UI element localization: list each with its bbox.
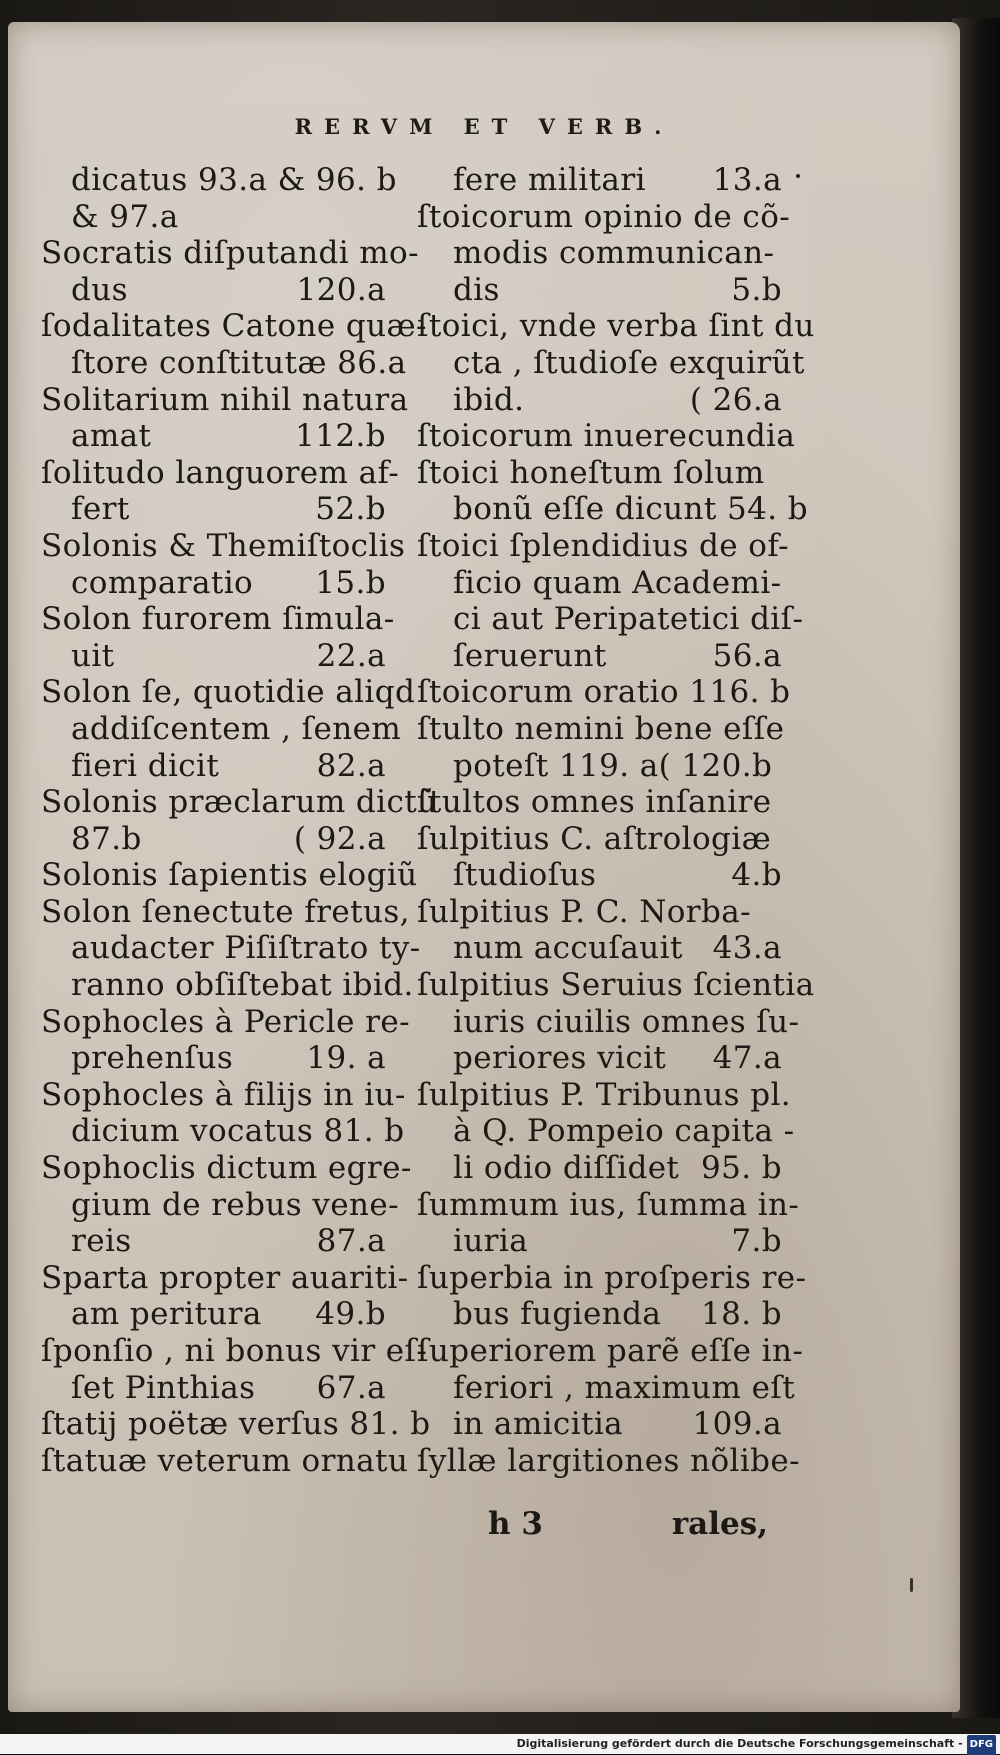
page-reference: 19. a [306,1040,386,1077]
entry-text: fert [71,491,130,528]
entry-text: bus fugienda [453,1296,662,1333]
entry-text: iuria [453,1223,529,1260]
index-entry-line [417,821,782,858]
index-entry-line [417,455,782,492]
entry-text: ſtoicorum inuerecundia [417,418,796,455]
index-entry-line [41,1113,405,1150]
index-entry-line [41,1296,386,1333]
index-entry-line [417,565,782,602]
index-entry-line [41,857,418,894]
page-reference: 56.a [712,637,782,674]
entry-text: Sparta propter auariti- [41,1259,409,1296]
page-reference: 49.b [315,1296,386,1333]
entry-text: ſtoici, vnde verba ſint du [417,308,815,345]
index-entry-line [417,1150,782,1187]
entry-text: ſummum ius, ſumma in- [417,1186,800,1223]
entry-text: dicium vocatus 81. b [71,1113,405,1150]
entry-text: ſulpitius C. aſtrologiæ [417,820,772,857]
page-reference: 43.a [712,930,782,967]
entry-text: ſolitudo languorem af- [41,454,400,491]
entry-text: num accuſauit [453,930,683,967]
entry-text: ranno obſiſtebat ibid. [71,967,414,1004]
index-entry-line [417,1076,792,1114]
index-entry-line [41,674,416,711]
index-entry-line [41,967,414,1004]
entry-text: ſuperiorem parẽ eſſe in- [417,1333,804,1369]
entry-text: ibid. [453,381,525,418]
entry-text: ſeruerunt [453,637,607,674]
entry-text: Solonis ſapientis elogiũ [41,857,418,894]
entry-text: ſulpitius P. C. Norba- [417,893,752,930]
index-entry-line [417,1040,782,1077]
entry-text: ſtudioſus [453,857,597,894]
index-entry-line [41,491,386,528]
index-entry-line [41,710,402,748]
page-reference: 67.a [316,1369,386,1406]
index-entry-line [41,784,438,821]
dfg-logo: DFG [967,1735,996,1755]
index-entry-line [417,930,782,967]
page-reference: ( 92.a [293,820,386,857]
index-entry-line [41,1442,409,1480]
index-entry-line [417,1223,782,1260]
entry-text: comparatio [71,564,254,601]
index-entry-line [41,272,386,309]
entry-text: ſtoici ſplendidius de of- [417,527,789,564]
index-entry-line [417,491,808,528]
index-entry-line [417,1259,807,1297]
index-entry-line [417,638,782,675]
entry-text: ſulpitius Seruius ſcientia [417,967,815,1004]
page-reference: 87.a [316,1223,386,1260]
entry-text: Solonis præclarum dictũ [41,784,438,821]
entry-text: Sophocles à Pericle re- [41,1003,410,1040]
entry-text: gium de rebus vene- [71,1186,399,1223]
page-reference: 109.a [692,1406,782,1443]
index-entry-line [41,1003,410,1041]
entry-text: ſtulto nemini bene eſſe [417,710,785,747]
index-entry-line [41,821,386,858]
index-entry-line [417,308,815,345]
entry-text: Solitarium nihil natura [41,381,409,418]
entry-text: & 97.a [71,198,179,235]
index-entry-line [41,1406,431,1443]
index-entry-line [41,748,386,785]
left-column [41,162,438,1479]
entry-text: ſtatuæ veterum ornatu [41,1442,409,1479]
entry-text: amat [71,418,152,455]
entry-text: Sophoclis dictum egre- [41,1150,412,1187]
entry-text: iuris ciuilis omnes ſu- [453,1003,800,1040]
entry-text: li odio diſſidet [453,1150,680,1187]
entry-text: ci aut Peripatetici diſ- [453,601,804,638]
entry-text: Solon ſe, quotidie aliqd [41,674,416,711]
index-entry-line [417,1296,782,1333]
entry-text: ſet Pinthias [71,1369,256,1406]
index-entry-line [41,1333,428,1370]
entry-text: prehenſus [71,1040,234,1077]
index-entry-line [41,418,386,455]
entry-text: à Q. Pompeio capita - [453,1113,795,1150]
footer-text: Digitalisierung gefördert durch die Deutsche Forschungsgemeinschaft - [516,1737,963,1750]
entry-text: ſyllæ largitiones nõlibe- [417,1442,801,1479]
ink-speck [796,174,800,178]
index-entry-line [417,967,815,1004]
entry-text: Sophocles à filijs in iu- [41,1076,406,1113]
page-reference: 47.a [712,1040,782,1077]
index-entry-line [41,162,397,199]
page-reference: 13.a [712,162,782,198]
entry-text: ſtultos omnes inſanire [417,784,772,821]
entry-text: bonũ eſſe dicunt 54. b [453,491,808,528]
entry-text: ſulpitius P. Tribunus pl. [417,1076,792,1113]
entry-text: dus [71,271,128,308]
index-entry-line [417,1369,796,1407]
index-entry-line [417,1113,795,1150]
page-reference: 95. b [701,1150,782,1187]
entry-text: 87.b [71,820,142,857]
index-entry-line [41,381,409,419]
index-entry-line [41,1186,399,1224]
index-entry-line [417,1003,800,1041]
index-entry-line [41,930,421,967]
index-entry-line [41,527,406,565]
signature-mark: h 3 [488,1506,543,1542]
catchword: rales, [671,1506,768,1542]
index-entry-line [41,601,395,638]
index-entry-line [417,710,785,748]
index-entry-line [41,1370,386,1407]
entry-text: ſtore conſtitutæ 86.a [71,344,407,381]
index-entry-line [41,1259,409,1297]
entry-text: reis [71,1223,132,1260]
index-entry-line [417,382,782,419]
entry-text: modis communican- [453,235,775,272]
index-entry-line [41,1150,412,1187]
index-entry-line [417,1186,800,1224]
entry-text: poteſt 119. a( 120.b [453,747,773,784]
entry-text: ſtoicorum opinio de cõ- [417,198,791,235]
page-reference: 112.b [295,418,386,455]
entry-text: addiſcentem , ſenem [71,710,402,747]
entry-text: ficio quam Academi- [453,564,782,601]
entry-text: Solon furorem ſimula- [41,601,395,638]
page-reference: 82.a [316,747,386,784]
entry-text: in amicitia [453,1406,624,1443]
index-entry-line [41,893,410,931]
index-entry-line [417,198,791,236]
index-entry-line [41,1223,386,1260]
page-reference: 18. b [701,1296,782,1333]
entry-text: ſodalitates Catone quæ- [41,308,427,345]
index-entry-line [417,784,782,821]
index-entry-line [417,894,782,931]
page-reference: 22.a [316,637,386,674]
index-entry-line [417,1442,801,1480]
index-entry-line [417,748,782,785]
page-reference: 5.b [731,271,782,308]
entry-text: fieri dicit [71,747,220,784]
index-entry-line [417,1406,782,1443]
entry-text: ſtoicorum oratio 116. b [417,674,791,711]
index-entry-line [41,1040,386,1077]
entry-text: ſtatij poëtæ verſus 81. b [41,1406,431,1443]
entry-text: am peritura [71,1296,262,1333]
index-entry-line [41,454,400,492]
index-entry-line [417,527,789,565]
entry-text: Solon ſenectute fretus, [41,893,410,930]
book-page [8,22,960,1712]
page-reference: 4.b [731,857,782,894]
page-reference: 7.b [731,1223,782,1260]
index-entry-line [41,344,407,382]
index-entry-line [41,638,386,675]
index-entry-line [417,674,791,711]
right-column [417,162,815,1479]
index-entry-line [41,565,386,602]
index-entry-line [41,199,386,236]
entry-text: dicatus 93.a & 96. b [71,162,397,198]
page-reference: 52.b [315,491,386,528]
page-reference: 15.b [315,564,386,601]
index-entry-line [417,418,796,455]
entry-text: audacter Piſiſtrato ty- [71,930,421,967]
entry-text: dis [453,271,500,308]
entry-text: ſtoici honeſtum ſolum [417,454,765,491]
page-reference: ( 26.a [689,381,782,418]
index-entry-line [417,601,804,638]
entry-text: uit [71,637,115,674]
entry-text: feriori , maximum eſt [453,1369,796,1406]
running-header: RERVM ET VERB. [294,114,674,139]
digitization-footer [0,1734,1000,1754]
index-entry-line [417,1333,804,1370]
index-entry-line [41,308,427,345]
entry-text: Solonis & Themiſtoclis [41,527,406,564]
entry-text: Socratis diſputandi mo- [41,235,419,272]
entry-text: ſponſio , ni bonus vir eſ- [41,1333,428,1369]
entry-text: fere militari [453,162,646,198]
entry-text: ſuperbia in proſperis re- [417,1259,807,1296]
index-entry-line [417,857,782,894]
ink-speck [910,1578,913,1592]
index-entry-line [417,162,782,199]
entry-text: periores vicit [453,1040,667,1077]
index-entry-line [41,1076,406,1114]
index-entry-line [41,235,419,272]
index-entry-line [417,344,805,382]
index-entry-line [417,272,782,309]
page-reference: 120.a [296,271,386,308]
index-entry-line [417,235,782,272]
entry-text: cta , ſtudioſe exquirũt [453,344,805,381]
